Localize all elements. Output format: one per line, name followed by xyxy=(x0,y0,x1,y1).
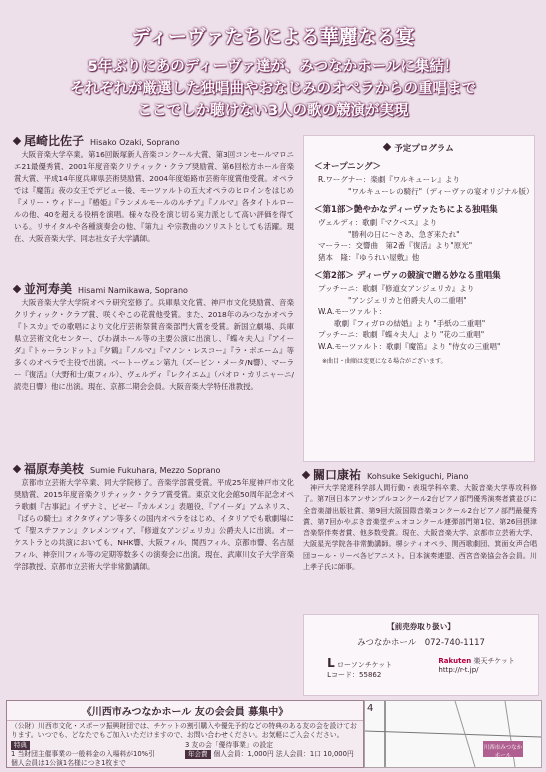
program-box xyxy=(303,135,535,462)
club-benefit: 1 当財団主催事業の一般料金の入場料が10%引 xyxy=(11,750,155,758)
program-note: ※曲目・曲順は変更になる場合がございます。 xyxy=(322,358,447,365)
club-title: 《川西市みつなかホール 友の会会員 募集中》 xyxy=(7,701,363,721)
program-item: プッチーニ：歌劇『修道女アンジェリカ』より xyxy=(318,284,475,293)
rakuten-logo: Rakuten xyxy=(438,657,472,665)
artist-fukuhara xyxy=(14,460,294,573)
club-benefits-label: 特典 xyxy=(11,741,185,750)
artist-bio: 京都市立芸術大学卒業、同大学院修了。音楽学部賞受賞。平成25年度神戸市文化奨励賞、2015年度音楽クリティック・クラブ賞受賞。東京文化会館50周年記念オペラ歌劇『古事記』イザナミ、ビゼー『カルメン』表題役、『アイーダ』アムネリス、『ばらの騎士』オクタヴィアン等多くの国内オペラをはじめ、イタリアでも歌劇場にて『聖ステファン』クレメンツィア、『修道女アンジェリカ』公爵夫人に出演。オーケストラとの共演においても、NHK響、大阪フィル、関西フィル、京都市響、名古屋フィル、神奈川フィル等の定期等数多くの演奏会に出演。現在、武庫川女子大学音楽学部教授、京都市立芸術大学非常勤講師。 xyxy=(14,478,294,571)
program-item: "アンジェリカと伯爵夫人の二重唱" xyxy=(348,295,467,305)
tagline-2: それぞれが厳選した独唱曲やおなじみのオペラからの重唱まで xyxy=(70,81,476,97)
diamond-bullet-icon xyxy=(383,143,391,151)
artist-name: 關口康祐 Kohsuke Sekiguchi, Piano xyxy=(303,466,537,483)
ticket-outlets-box xyxy=(303,614,539,696)
ticket-heading: 【前売券取り扱い】 xyxy=(387,622,455,631)
program-section-heading: ＜オープニング＞ xyxy=(314,162,381,172)
program-item: 猪本 隆：『ゆうれい屋敷』他 xyxy=(318,252,420,262)
route-number: 4 xyxy=(367,703,374,714)
artist-bio: 神戸大学発達科学部人間行動・表現学科卒業、大阪音楽大学専攻科修了。第7回日本アンサンブルコンクール2台ピアノ部門優秀演奏者賞並びに全音楽譜出版社賞、第9回大阪国際音楽コンクール2台ピアノ部門最優秀賞、第7回かやぶき音楽堂ヂュオコンクール連弾部門第1位、第26回摂津音楽祭伴奏者賞、他多数受賞。現在、大阪音楽大学、京都市立芸術大学、大阪星光学院各非常勤講師。堺シティオペラ、関西歌劇団、箕面女声合唱団コール・リーベ各ピアニスト。日本演奏連盟、西宮音楽協会各会員。川上孝子氏に師事。 xyxy=(303,484,537,572)
artist-sekiguchi xyxy=(303,466,537,573)
rakuten-url[interactable]: http://r-t.jp/ xyxy=(438,666,479,674)
diamond-bullet-icon xyxy=(302,471,310,479)
hall-ticket-phone[interactable]: みつなかホール 072-740-1117 xyxy=(357,638,485,648)
artist-name: 並河寿美 Hisami Namikawa, Soprano xyxy=(14,280,294,297)
program-item: "ワルキューレの騎行"（ディーヴァの宴オリジナル版） xyxy=(348,186,534,196)
access-map xyxy=(364,700,542,768)
map-hall-label: 川西市みつなかホール xyxy=(483,745,523,759)
event-title: ディーヴァたちによる華麗なる宴 xyxy=(131,26,415,48)
membership-club-box xyxy=(6,700,364,768)
tagline-3: ここでしか聴けない3人の歌の競演が実現 xyxy=(137,103,409,119)
artist-name: 尾崎比佐子 Hisako Ozaki, Soprano xyxy=(14,132,294,149)
program-item: マーラー：交響曲 第2番『復活』より"原光" xyxy=(318,241,473,250)
program-item: "勝利の日に～さあ、急ぎ来たれ" xyxy=(348,229,460,239)
program-item: W.A.モーツァルト： xyxy=(318,307,387,316)
diamond-bullet-icon xyxy=(13,137,21,145)
artist-name: 福原寿美枝 Sumie Fukuhara, Mezzo Soprano xyxy=(14,460,294,477)
diamond-bullet-icon xyxy=(13,285,21,293)
lawson-ticket[interactable]: L ローソンチケット Lコード：55862 xyxy=(327,656,393,679)
program-item: ヴェルディ：歌劇『マクベス』より xyxy=(318,218,438,227)
program-section-heading: ＜第2部＞ ディーヴァの競演で贈る妙なる重唱集 xyxy=(314,271,501,281)
program-item: W.A.モーツァルト：歌劇『魔笛』より "侍女の三重唱" xyxy=(318,341,501,351)
lawson-logo-icon: L xyxy=(327,656,335,670)
artist-ozaki xyxy=(14,132,294,245)
club-fee: 年会費 個人会員：1,000円 法人会員：1口 10,000円 xyxy=(185,750,359,759)
artist-bio: 大阪音楽大学大学院オペラ研究室修了。兵庫県文化賞、神戸市文化奨励賞、音楽クリティック・クラブ賞、咲くやこの花賞他受賞。また、2018年のみつなかオペラ『トスカ』での歌唱により文化庁芸術祭賞音楽部門大賞を受賞。新国立劇場、兵庫県立芸術文化センター、びわ湖ホール等の主要公演に出演し、『蝶々夫人』『アイーダ』『トゥーランドット』『夕鶴』『ノルマ』『マノン・レスコー』『ラ・ボエーム』等多くのオペラで主役で出演。ベートーヴェン第九（ズービン・メータ/N響）、マーラー『復活』（大野和士/東フィル）、ヴェルディ『レクイエム』（パオロ・カリニャーニ/読売日響）他に出演。現在、京都二期会会員。大阪音楽大学特任准教授。 xyxy=(14,298,294,391)
club-intro: （公財）川西市文化・スポーツ振興財団では、チケットの割引購入や優先予約などの特典のある友の会を設けております。いつでも、どなたでもご加入いただけますので、お問い合わせください。お気軽にご入会ください。 xyxy=(11,722,357,739)
program-item: プッチーニ：歌劇『蝶々夫人』より "花の二重唱" xyxy=(318,330,485,339)
diamond-bullet-icon xyxy=(13,465,21,473)
club-benefit: 3 友の会「優待事業」の設定 xyxy=(185,741,274,749)
program-section-heading: ＜第1部＞艶やかなディーヴァたちによる独唱集 xyxy=(314,205,498,215)
program-item: 歌劇『フィガロの結婚』より "手紙の二重唱" xyxy=(334,318,486,328)
artist-namikawa xyxy=(14,280,294,393)
club-benefit: 個人会員は1公演1名様につき1枚まで xyxy=(11,759,126,767)
program-item: R.ワーグナー：楽劇『ワルキューレ』より xyxy=(318,175,460,184)
rakuten-ticket[interactable]: Rakuten 楽天チケット http://r-t.jp/ xyxy=(438,657,515,674)
program-title: 予定プログラム xyxy=(304,142,534,154)
tagline-1: 5年ぶりにあのディーヴァ達が、みつなかホールに集結！ xyxy=(87,59,459,75)
artist-bio: 大阪音楽大学卒業。第16回飯塚新人音楽コンクール大賞、第3回コンセールマロニエ21最優秀賞、2001年度音楽クリティック・クラブ奨励賞、第6回松方ホール音楽賞大賞、平成14年度兵庫県芸術奨励賞、2004年度姫路市芸術年度賞他受賞。オペラでは『魔笛』夜の女王でデビュー後、モーツァルトの五大オペラのヒロインをはじめ『メリー・ウィドー』『椿姫』『ランメルモールのルチア』『ノルマ』各タイトルロールの他、40を超える役柄を演唱。様々な役を演じ切る実力派として高い評価を得ている。リサイタルや各種演奏会の他、『第九』や宗教曲のソリストとしても活躍。現在、大阪音楽大学、同志社女子大学講師。 xyxy=(14,150,294,243)
